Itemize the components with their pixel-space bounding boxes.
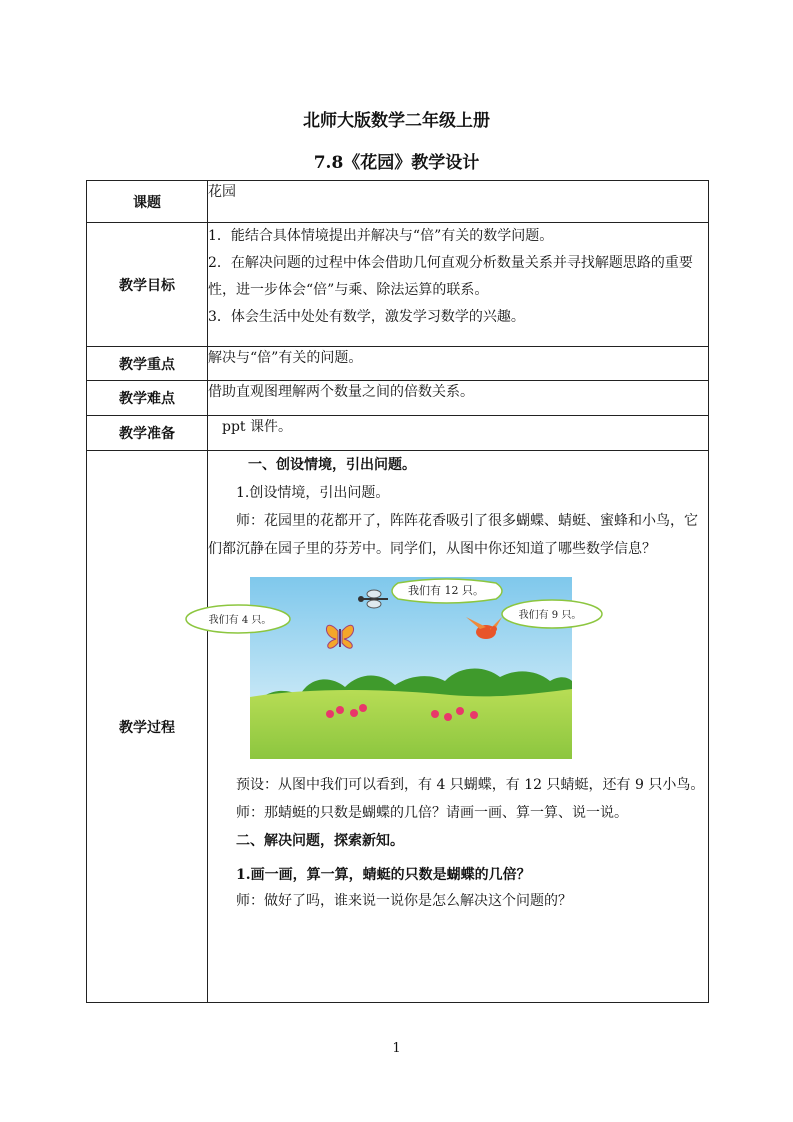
difficulty-label: 教学难点 (87, 381, 208, 416)
difficulty-value: 借助直观图理解两个数量之间的倍数关系。 (208, 381, 709, 416)
lesson-plan-table (86, 180, 709, 1003)
key-point-value: 解决与“倍”有关的问题。 (208, 347, 709, 381)
goals-list (208, 223, 709, 347)
goals-label: 教学目标 (87, 223, 208, 347)
bubble-butterfly-text: 我们有 4 只。 (208, 615, 272, 626)
row-difficulty (87, 381, 709, 416)
teacher-text: 师：花园里的花都开了，阵阵花香吸引了很多蝴蝶、蜻蜓、蜜蜂和小鸟，它们都沉静在园子里的芬芳中。同学们，从图中你还知道了哪些数学信息？ (208, 513, 698, 557)
step-text: 1.创设情境，引出问题。 (236, 485, 390, 501)
document-subtitle: 7.8《花园》教学设计 (313, 153, 480, 173)
topic-value: 花园 (208, 181, 709, 223)
speech-bubble-butterfly (186, 605, 290, 633)
preparation-label: 教学准备 (87, 416, 208, 451)
teacher-text: 师：那蜻蜓的只数是蝴蝶的几倍？请画一画、算一算、说一说。 (236, 805, 628, 821)
preset-text: 预设：从图中我们可以看到，有 4 只蝴蝶，有 12 只蜻蜓，还有 9 只小鸟。 (236, 777, 705, 793)
row-topic (87, 181, 709, 223)
key-point-label: 教学重点 (87, 347, 208, 381)
section-heading: 二、解决问题，探索新知。 (236, 833, 404, 849)
row-preparation (87, 416, 709, 451)
document-title: 北师大版数学二年级上册 (303, 111, 490, 131)
row-goals (87, 223, 709, 347)
step-heading: 1.画一画，算一算，蜻蜓的只数是蝴蝶的几倍？ (236, 867, 531, 883)
bubble-dragonfly-text: 我们有 12 只。 (408, 584, 484, 597)
page-number: 1 (392, 1041, 401, 1056)
grass-field (250, 689, 572, 759)
row-process (87, 451, 709, 1003)
row-key-point (87, 347, 709, 381)
bubble-bird-text: 我们有 9 只。 (518, 610, 582, 621)
goal-item: 2．在解决问题的过程中体会借助几何直观分析数量关系并寻找解题思路的重要性，进一步体会“倍”与乘、除法运算的联系。 (208, 255, 693, 298)
goal-item: 3．体会生活中处处有数学，激发学习数学的兴趣。 (208, 309, 525, 325)
process-label: 教学过程 (87, 451, 208, 1003)
teacher-text: 师：做好了吗，谁来说一说你是怎么解决这个问题的？ (236, 893, 572, 909)
speech-bubble-dragonfly (392, 579, 502, 603)
preparation-value: ppt 课件。 (208, 416, 709, 451)
section-heading: 一、创设情境，引出问题。 (248, 457, 416, 473)
process-content (208, 451, 709, 1003)
topic-label: 课题 (87, 181, 208, 223)
speech-bubble-bird (502, 600, 602, 628)
garden-illustration (208, 577, 582, 759)
goal-item: 1．能结合具体情境提出并解决与“倍”有关的数学问题。 (208, 228, 554, 244)
